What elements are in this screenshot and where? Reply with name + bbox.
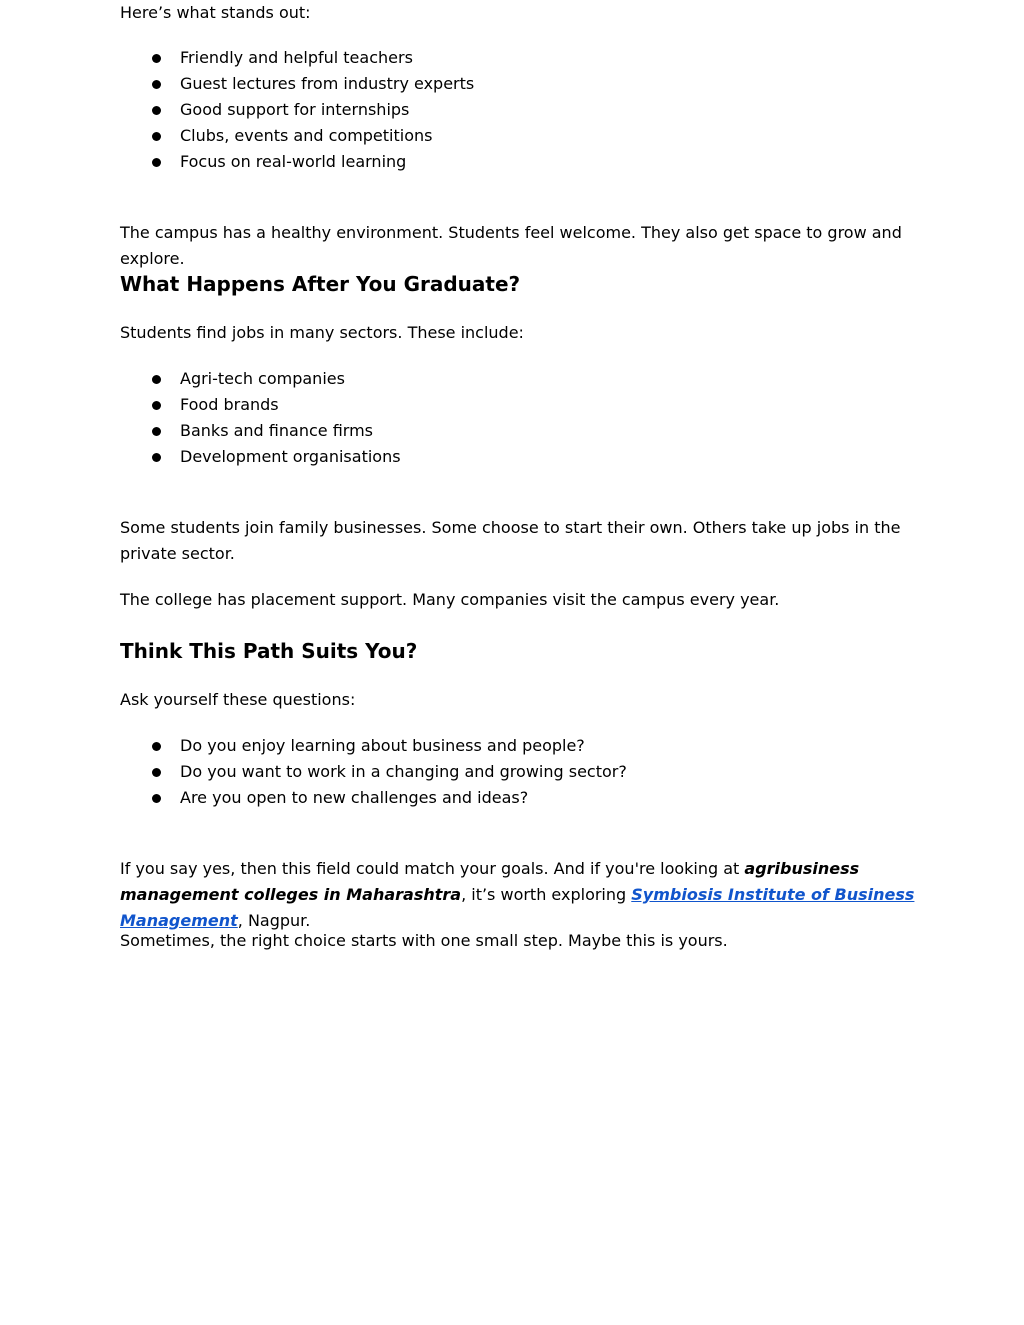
- sectors-list: [120, 366, 920, 470]
- bullet-icon: [152, 132, 161, 141]
- final-paragraph: Sometimes, the right choice starts with one small step. Maybe this is yours.: [120, 931, 728, 950]
- campus-paragraph: The campus has a healthy environment. Students feel welcome. They also get space to grow and explore.: [120, 223, 902, 268]
- sibm-link[interactable]: Symbiosis Institute of Business Management: [120, 885, 915, 930]
- questions-lead: Ask yourself these questions:: [120, 690, 356, 709]
- list-item: Development organisations: [120, 444, 920, 470]
- intro-text: Here’s what stands out:: [120, 3, 311, 22]
- bullet-icon: [152, 375, 161, 384]
- list-item: Do you enjoy learning about business and people?: [120, 733, 920, 759]
- sectors-lead: Students find jobs in many sectors. These include:: [120, 323, 524, 342]
- list-item: Clubs, events and competitions: [120, 123, 920, 149]
- family-business-paragraph: Some students join family businesses. Some choose to start their own. Others take up jobs in the private sector.: [120, 518, 901, 563]
- standout-list: [120, 45, 920, 175]
- list-item: Agri-tech companies: [120, 366, 920, 392]
- bullet-icon: [152, 106, 161, 115]
- list-item: Food brands: [120, 392, 920, 418]
- list-item: Are you open to new challenges and ideas?: [120, 785, 920, 811]
- bullet-icon: [152, 768, 161, 777]
- bullet-icon: [152, 80, 161, 89]
- placement-paragraph: The college has placement support. Many companies visit the campus every year.: [120, 590, 780, 609]
- list-item: Focus on real-world learning: [120, 149, 920, 175]
- closing-paragraph: If you say yes, then this field could match your goals. And if you're looking at agribusiness management colleges in Maharashtra, it’s worth exploring Symbiosis Institute of Business Management, Nagpur.: [120, 859, 915, 930]
- bullet-icon: [152, 54, 161, 63]
- bullet-icon: [152, 742, 161, 751]
- bullet-icon: [152, 427, 161, 436]
- bullet-icon: [152, 794, 161, 803]
- bullet-icon: [152, 401, 161, 410]
- section-heading-path: Think This Path Suits You?: [120, 639, 418, 663]
- list-item: Do you want to work in a changing and growing sector?: [120, 759, 920, 785]
- list-item: Friendly and helpful teachers: [120, 45, 920, 71]
- section-heading-graduate: What Happens After You Graduate?: [120, 272, 521, 296]
- list-item: Good support for internships: [120, 97, 920, 123]
- bullet-icon: [152, 158, 161, 167]
- keyword-bold: agribusiness management colleges in Maharashtra: [120, 859, 860, 904]
- questions-list: [120, 733, 920, 811]
- bullet-icon: [152, 453, 161, 462]
- list-item: Guest lectures from industry experts: [120, 71, 920, 97]
- list-item: Banks and finance firms: [120, 418, 920, 444]
